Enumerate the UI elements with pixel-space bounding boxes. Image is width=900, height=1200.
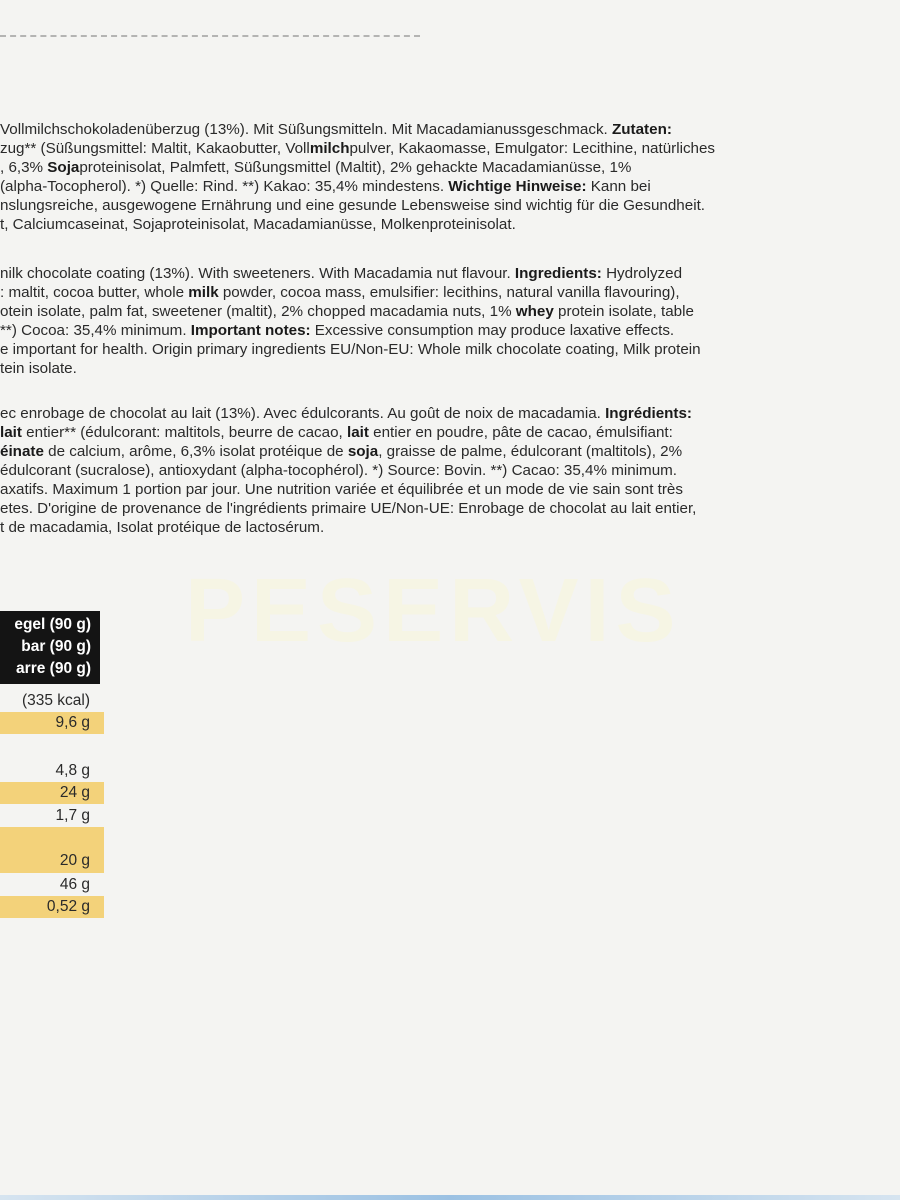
en-line-5: e important for health. Origin primary ingredients EU/Non-EU: Whole milk chocolate coating, Milk protein	[0, 341, 701, 358]
de-line-6: t, Calciumcaseinat, Sojaproteinisolat, Macadamianüsse, Molkenproteinisolat.	[0, 216, 516, 233]
fr-line-1: ec enrobage de chocolat au lait (13%). Avec édulcorants. Au goût de noix de macadamia. Ingrédients:	[0, 405, 692, 422]
nutrition-row: 4,8 g	[55, 762, 90, 779]
brand-watermark: PESERVIS	[185, 561, 682, 661]
nutrition-row: 20 g	[0, 827, 104, 873]
en-line-3: otein isolate, palm fat, sweetener (maltit), 2% chopped macadamia nuts, 1% whey protein isolate, table	[0, 303, 694, 320]
en-line-1: nilk chocolate coating (13%). With sweeteners. With Macadamia nut flavour. Ingredients: Hydrolyzed	[0, 265, 683, 282]
de-line-4: (alpha-Tocopherol). *) Quelle: Rind. **) Kakao: 35,4% mindestens. Wichtige Hinweise: Kann bei	[0, 178, 651, 195]
fr-line-5: axatifs. Maximum 1 portion par jour. Une nutrition variée et équilibrée et un mode de vie sain sont très	[0, 481, 683, 498]
header-fr: arre (90 g)	[16, 660, 91, 677]
nutrition-table-header	[0, 611, 100, 684]
fr-line-4: édulcorant (sucralose), antioxydant (alpha-tocophérol). *) Source: Bovin. **) Cacao: 35,4% minimum.	[0, 462, 678, 479]
nutrition-row: 9,6 g	[0, 712, 104, 734]
fr-line-6: etes. D'origine de provenance de l'ingrédients primaire UE/Non-UE: Enrobage de chocolat au lait entier,	[0, 500, 697, 517]
nutrition-row: 24 g	[0, 782, 104, 804]
fr-line-3: éinate de calcium, arôme, 6,3% isolat protéique de soja, graisse de palme, édulcorant (maltitols), 2%	[0, 443, 683, 460]
nutrition-row: 1,7 g	[55, 807, 90, 824]
header-en: bar (90 g)	[21, 638, 91, 655]
en-line-6: tein isolate.	[0, 360, 77, 377]
fr-line-2: lait entier** (édulcorant: maltitols, beurre de cacao, lait entier en poudre, pâte de cacao, émulsifiant:	[0, 424, 673, 441]
nutrition-row: (335 kcal)	[21, 692, 90, 709]
perforation-line	[0, 35, 420, 37]
de-line-5: nslungsreiche, ausgewogene Ernährung und eine gesunde Lebensweise sind wichtig für die Gesundheit.	[0, 197, 706, 214]
de-line-1: Vollmilchschokoladenüberzug (13%). Mit Süßungsmitteln. Mit Macadamianussgeschmack. Zutaten:	[0, 121, 672, 138]
nutrition-row: 0,52 g	[0, 896, 104, 918]
de-line-3: , 6,3% Sojaproteinisolat, Palmfett, Süßungsmittel (Maltit), 2% gehackte Macadamianüsse, 1%	[0, 159, 632, 176]
nutrition-row: 46 g	[59, 876, 90, 893]
en-line-2: : maltit, cocoa butter, whole milk powder, cocoa mass, emulsifier: lecithins, natural vanilla flavouring),	[0, 284, 680, 301]
de-line-2: zug** (Süßungsmittel: Maltit, Kakaobutter, Vollmilchpulver, Kakaomasse, Emulgator: Lecithine, natürliches	[0, 140, 716, 157]
en-line-4: **) Cocoa: 35,4% minimum. Important notes: Excessive consumption may produce laxative effects.	[0, 322, 675, 339]
bottom-edge-stripe	[0, 1195, 900, 1200]
fr-line-7: t de macadamia, Isolat protéique de lactosérum.	[0, 519, 325, 536]
header-de: egel (90 g)	[14, 616, 91, 633]
